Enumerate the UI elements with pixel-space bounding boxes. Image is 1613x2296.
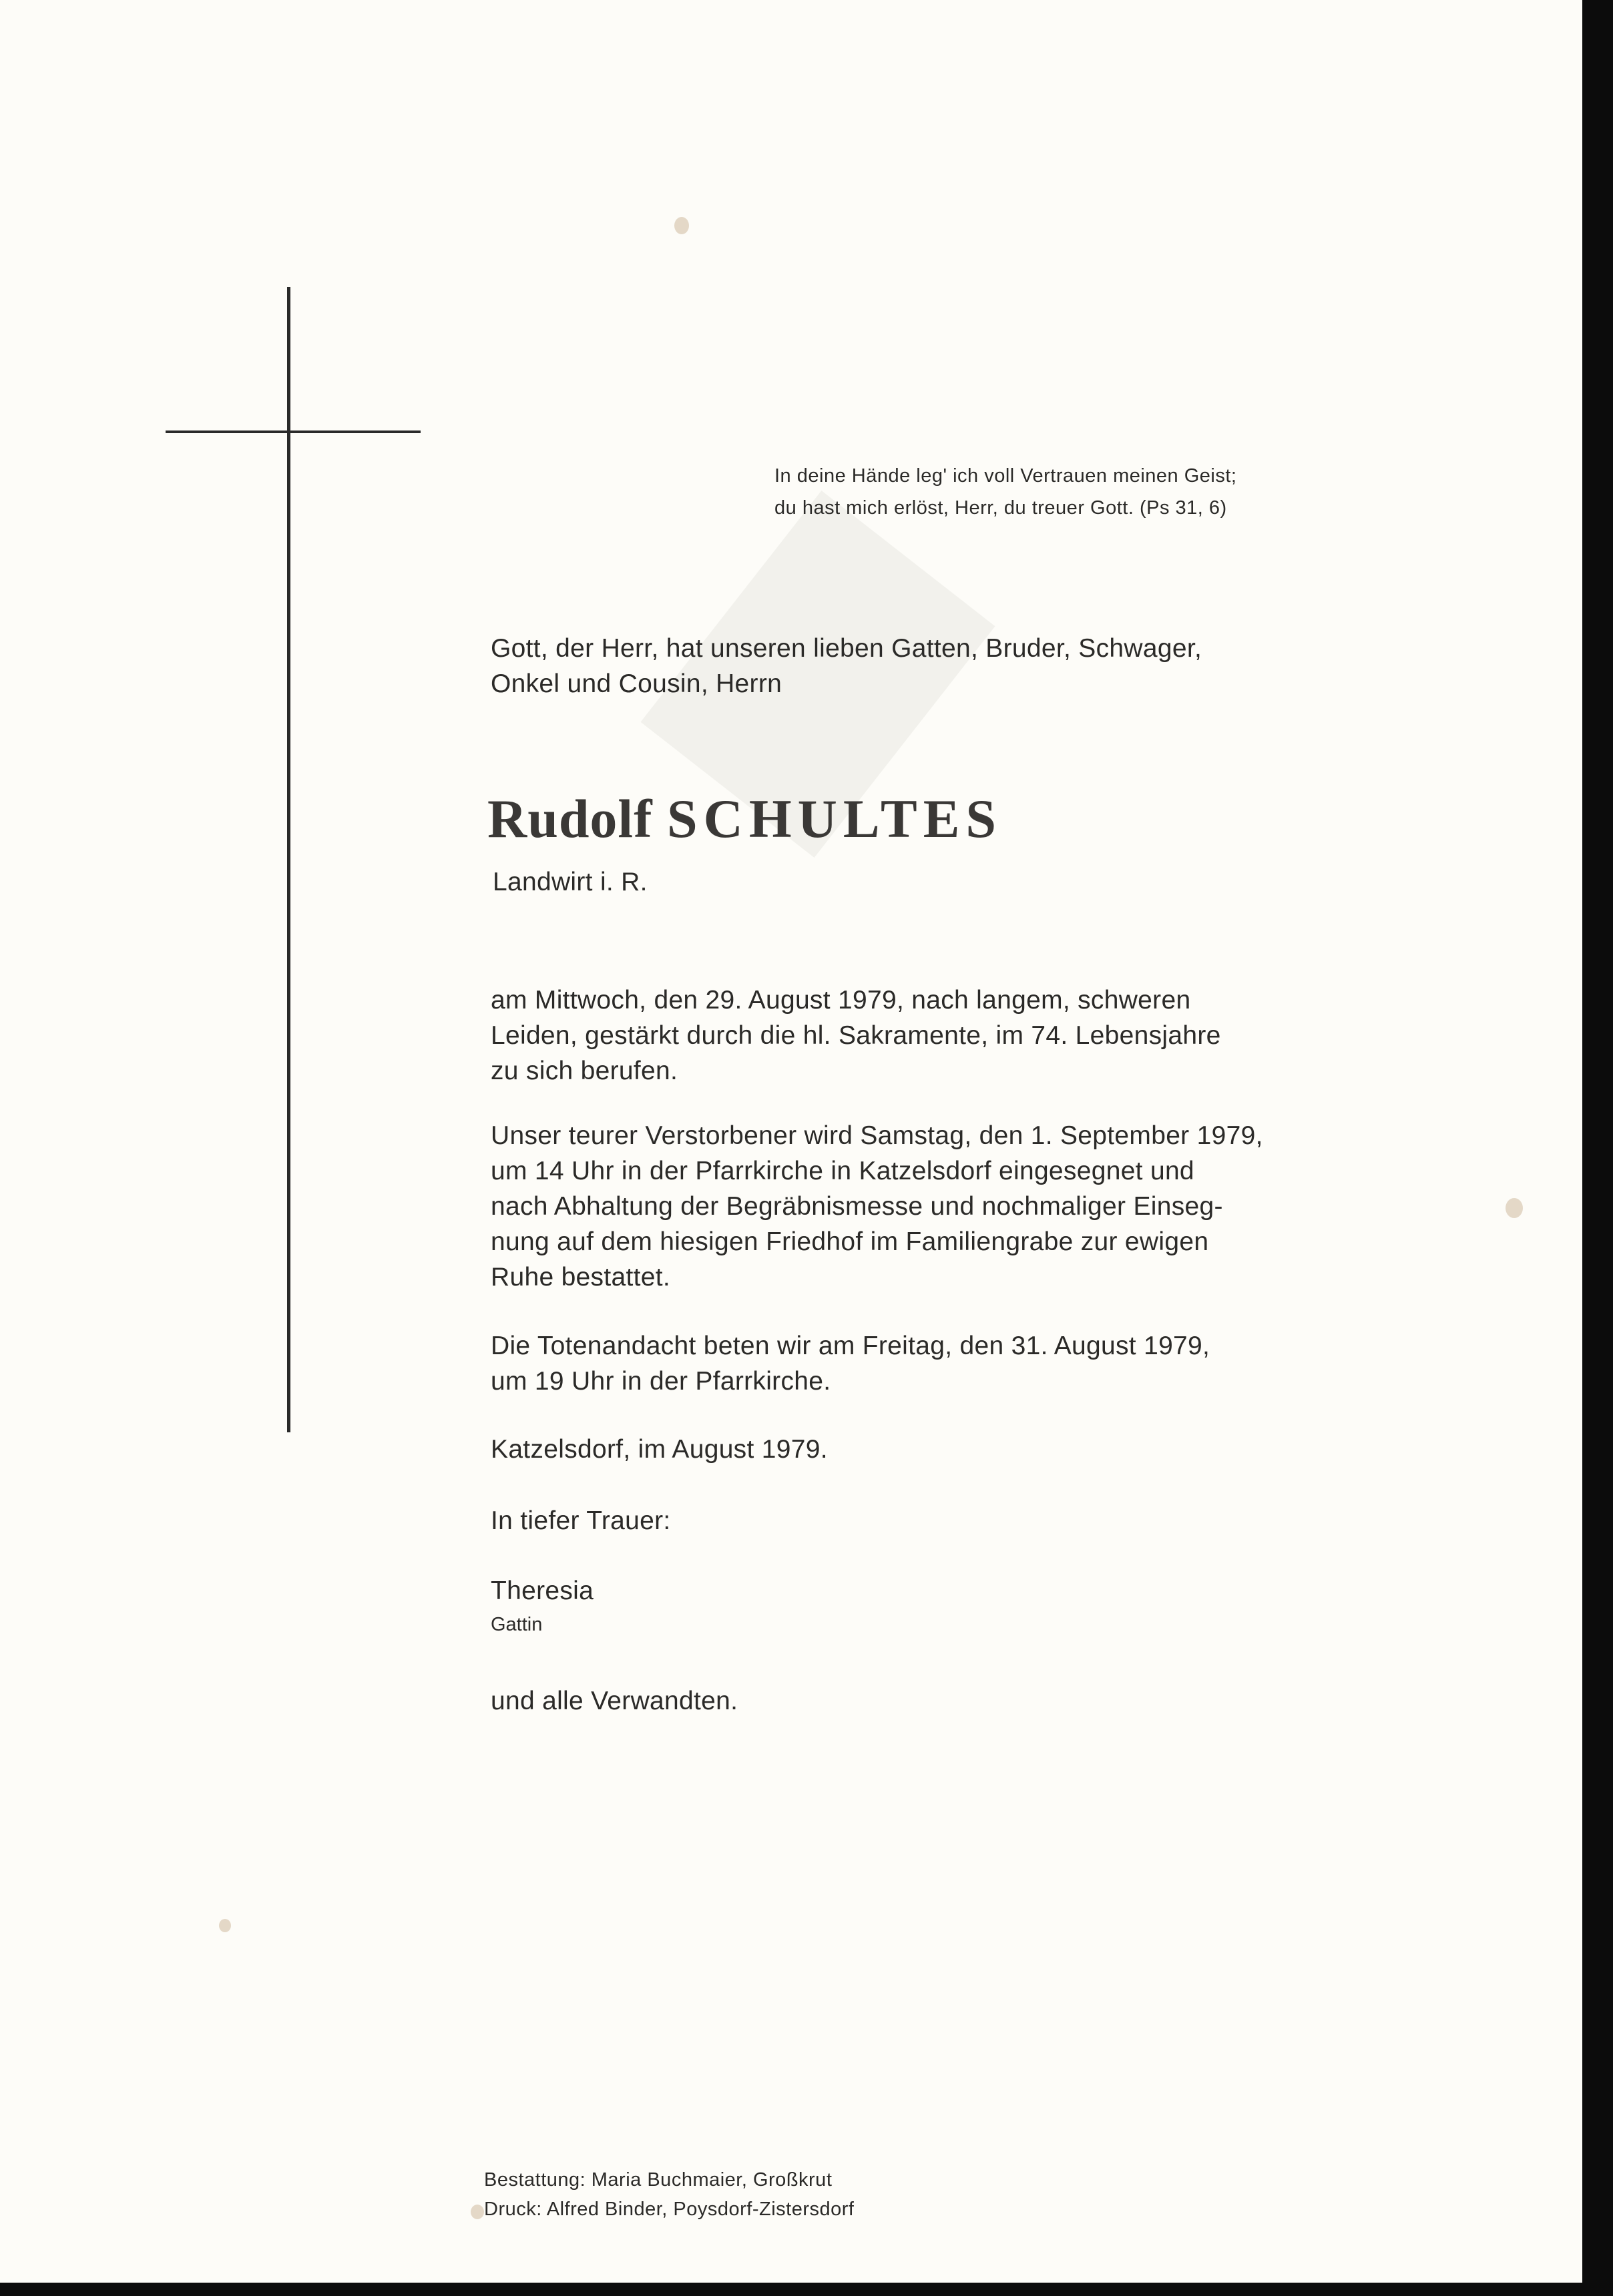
prayer-line-2: um 19 Uhr in der Pfarrkirche.: [491, 1367, 831, 1396]
intro-line-2: Onkel und Cousin, Herrn: [491, 669, 782, 698]
mourner-relation: Gattin: [491, 1614, 543, 1635]
death-line-3: zu sich berufen.: [491, 1057, 678, 1085]
mourner-name: Theresia: [491, 1576, 594, 1605]
death-line-1: am Mittwoch, den 29. August 1979, nach langem, schweren: [491, 986, 1191, 1015]
deceased-title: Landwirt i. R.: [493, 868, 648, 896]
last-name: SCHULTES: [667, 788, 1002, 849]
funeral-line-4: nung auf dem hiesigen Friedhof im Familiengrabe zur ewigen: [491, 1227, 1209, 1256]
stain-mark: [471, 2205, 484, 2219]
place-date: Katzelsdorf, im August 1979.: [491, 1435, 828, 1464]
motto-line-1: In deine Hände leg' ich voll Vertrauen meinen Geist;: [774, 465, 1237, 487]
stain-mark: [1506, 1198, 1523, 1218]
funeral-line-2: um 14 Uhr in der Pfarrkirche in Katzelsdorf eingesegnet und: [491, 1157, 1194, 1185]
intro-line-1: Gott, der Herr, hat unseren lieben Gatten, Bruder, Schwager,: [491, 634, 1202, 663]
first-name: Rudolf: [487, 788, 653, 849]
scan-edge-right: [1582, 0, 1613, 2296]
funeral-line-3: nach Abhaltung der Begräbnismesse und nochmaliger Einseg-: [491, 1192, 1223, 1221]
mourning-heading: In tiefer Trauer:: [491, 1506, 671, 1535]
footer-printer: Druck: Alfred Binder, Poysdorf-Zistersdorf: [484, 2199, 855, 2220]
deceased-name: [487, 788, 1002, 850]
stain-mark: [674, 217, 689, 234]
stain-mark: [219, 1919, 231, 1932]
funeral-line-5: Ruhe bestattet.: [491, 1263, 671, 1292]
cross-icon-horizontal: [166, 431, 421, 433]
death-line-2: Leiden, gestärkt durch die hl. Sakramente, im 74. Lebensjahre: [491, 1021, 1221, 1050]
prayer-line-1: Die Totenandacht beten wir am Freitag, den 31. August 1979,: [491, 1332, 1210, 1360]
other-mourners: und alle Verwandten.: [491, 1687, 738, 1715]
cross-icon-vertical: [287, 287, 290, 1432]
scan-edge-bottom: [0, 2283, 1613, 2296]
motto-line-2: du hast mich erlöst, Herr, du treuer Gott. (Ps 31, 6): [774, 497, 1227, 519]
funeral-line-1: Unser teurer Verstorbener wird Samstag, den 1. September 1979,: [491, 1121, 1263, 1150]
footer-undertaker: Bestattung: Maria Buchmaier, Großkrut: [484, 2169, 833, 2191]
